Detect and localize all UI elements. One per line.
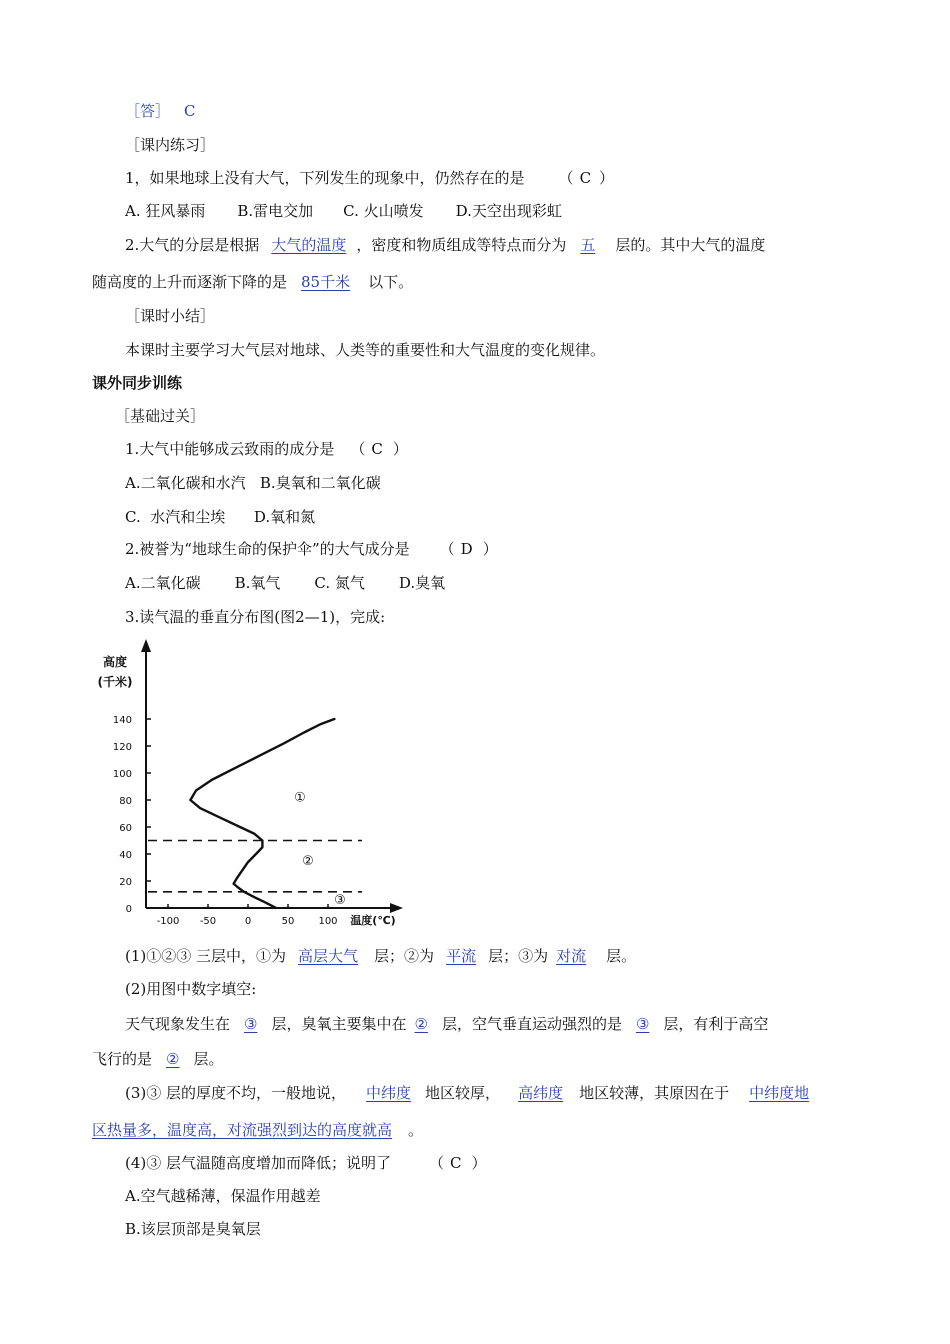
outside-q2-option-b: B.氧气 (234, 574, 281, 592)
x-tick-label: 100 (318, 916, 338, 926)
practice-q2-part5: 以下。 (368, 273, 414, 291)
q3-sub3-blank1: 中纬度 (366, 1084, 412, 1102)
y-tick-label: 20 (119, 877, 132, 888)
outside-q1-stem: 1.大气中能够成云致雨的成分是 (125, 440, 335, 458)
outside-q2-option-a: A.二氧化碳 (125, 574, 201, 592)
outside-q2-option-d: D.臭氧 (398, 574, 446, 592)
q3-sub3-blank3b: 区热量多，温度高，对流强烈到达的高度就高 (92, 1121, 393, 1139)
y-tick-label: 140 (112, 715, 132, 726)
q3-sub2-blank4: ② (166, 1050, 180, 1068)
practice-q1-stem: 1，如果地球上没有大气，下列发生的现象中，仍然存在的是 (125, 169, 525, 187)
practice-q2-blank2: 五 (580, 236, 596, 254)
q3-sub4-stem: (4)③ 层气温随高度增加而降低；说明了 (125, 1154, 392, 1172)
q3-sub2-part3: 层，空气垂直运动强烈的是 (441, 1015, 622, 1033)
practice-q1-option-b: B.雷电交加 (237, 202, 314, 220)
outside-q1-bracket-close: ） (392, 440, 408, 458)
x-tick-label: -100 (156, 916, 180, 926)
temperature-vertical-chart (90, 636, 430, 926)
practice-q2-blank3: 85千米 (301, 273, 351, 291)
x-tick-label: 50 (281, 916, 295, 926)
q3-sub2-part4: 层，有利于高空 (663, 1015, 769, 1033)
q3-sub1 (125, 946, 636, 966)
q3-sub1-part2: 层；②为 (374, 947, 435, 965)
layer-label-3: ③ (334, 892, 346, 908)
y-tick-label: 60 (119, 823, 132, 834)
practice-q1-option-d: D.天空出现彩虹 (455, 202, 562, 220)
q3-sub2-title: (2)用图中数字填空: (125, 980, 257, 998)
outside-q1-options-line2: C. 水汽和尘埃 D.氧和氮 (125, 508, 316, 526)
q3-sub2-part5: 飞行的是 (92, 1050, 153, 1068)
x-axis-label: 温度(℃) (350, 914, 396, 926)
practice-q1-answer: C (579, 169, 592, 187)
outside-q2-answer: D (460, 540, 473, 558)
outside-q1 (125, 439, 408, 459)
practice-q1-option-c: C. 火山喷发 (343, 202, 424, 220)
outside-q1-bracket-open: （ (350, 440, 366, 458)
x-tick-label: -50 (199, 916, 217, 926)
outside-q2-options (125, 573, 445, 593)
q3-sub4-option-b: B.该层顶部是臭氧层 (125, 1220, 261, 1238)
q3-sub3-blank2: 高纬度 (518, 1084, 564, 1102)
practice-q1-options (125, 201, 562, 221)
answer-line (125, 101, 196, 121)
q3-sub4 (125, 1153, 487, 1173)
q3-sub2-part2: 层，臭氧主要集中在 (271, 1015, 407, 1033)
answer-value: C (184, 102, 196, 120)
practice-q2-line2 (92, 272, 413, 292)
y-axis-label: 高度 (102, 655, 128, 669)
outside-q2-bracket-close: ） (482, 540, 498, 558)
summary-text: 本课时主要学习大气层对地球、人类等的重要性和大气温度的变化规律。 (125, 341, 606, 359)
outside-q2-stem: 2.被誉为“地球生命的保护伞”的大气成分是 (125, 540, 410, 558)
practice-q2-part2: ，密度和物质组成等特点而分为 (356, 236, 567, 254)
q3-sub2-part6: 层。 (193, 1050, 224, 1068)
q3-sub1-blank1: 高层大气 (298, 947, 359, 965)
q3-sub3-line2 (92, 1120, 423, 1140)
practice-q2-part4: 随高度的上升而逐渐下降的是 (92, 273, 288, 291)
q3-sub1-part1: (1)①②③ 三层中，①为 (125, 947, 287, 965)
q3-sub4-bracket-open: （ (429, 1154, 445, 1172)
practice-q2-part1: 2.大气的分层是根据 (125, 236, 260, 254)
practice-q2-line1 (125, 235, 765, 255)
y-tick-label: 0 (125, 904, 132, 915)
q3-sub4-bracket-close: ） (471, 1154, 487, 1172)
q3-sub2-blank3: ③ (635, 1015, 650, 1033)
answer-label: ［答］ (125, 102, 171, 120)
q3-sub1-blank3: 对流 (556, 947, 587, 965)
outside-q2-option-c: C. 氮气 (314, 574, 365, 592)
temperature-curve (190, 719, 334, 908)
q3-sub3-part1: (3)③ 层的厚度不均，一般地说， (125, 1084, 347, 1102)
q3-sub2-part1: 天气现象发生在 (125, 1015, 231, 1033)
practice-q1-bracket-open: （ (558, 169, 574, 187)
practice-q2-part3: 层的。其中大气的温度 (615, 236, 766, 254)
y-axis-arrow (141, 639, 151, 652)
layer-label-1: ① (294, 790, 306, 806)
q3-sub3-part3: 地区较薄，其原因在于 (579, 1084, 730, 1102)
q3-sub3-part4: 。 (408, 1121, 424, 1139)
q3-sub1-part4: 层。 (606, 947, 637, 965)
y-tick-label: 100 (112, 769, 132, 780)
y-tick-label: 40 (119, 850, 132, 861)
q3-sub4-option-a: A.空气越稀薄，保温作用越差 (125, 1187, 321, 1205)
practice-q1-bracket-close: ） (599, 169, 615, 187)
outside-q2-bracket-open: （ (439, 540, 455, 558)
practice-q1 (125, 168, 614, 188)
q3-sub2-blank2: ② (414, 1015, 428, 1033)
x-tick-label: 0 (244, 916, 252, 926)
outside-q1-options-line1: A.二氧化碳和水汽 B.臭氧和二氧化碳 (125, 474, 381, 492)
practice-q1-option-a: A. 狂风暴雨 (125, 202, 206, 220)
q3-sub2-line2 (92, 1049, 223, 1069)
y-tick-label: 120 (112, 742, 132, 753)
q3-sub2-line1 (125, 1014, 768, 1034)
x-axis-arrow (390, 903, 403, 913)
layer-label-2: ② (302, 853, 314, 869)
y-tick-label: 80 (119, 796, 132, 807)
q3-sub3-blank3a: 中纬度地 (749, 1084, 810, 1102)
q3-sub4-answer: C (450, 1154, 462, 1172)
outside-title: 课外同步训练 (92, 374, 183, 392)
q3-sub1-blank2: 平流 (446, 947, 477, 965)
q3-sub3-part2: 地区较厚， (425, 1084, 501, 1102)
practice-q2-blank1: 大气的温度 (271, 236, 347, 254)
class-practice-title: ［课内练习］ (125, 136, 216, 154)
q3-sub3-line1 (125, 1083, 809, 1103)
q3-sub2-blank1: ③ (244, 1015, 258, 1033)
outside-q3-stem: 3.读气温的垂直分布图(图2—1)，完成: (125, 608, 386, 626)
basic-title: ［基础过关］ (115, 407, 206, 425)
outside-q1-answer: C (371, 440, 383, 458)
summary-title: ［课时小结］ (125, 307, 216, 325)
y-axis-unit: (千米) (97, 675, 133, 689)
q3-sub1-part3: 层；③为 (488, 947, 549, 965)
outside-q2 (125, 539, 498, 559)
